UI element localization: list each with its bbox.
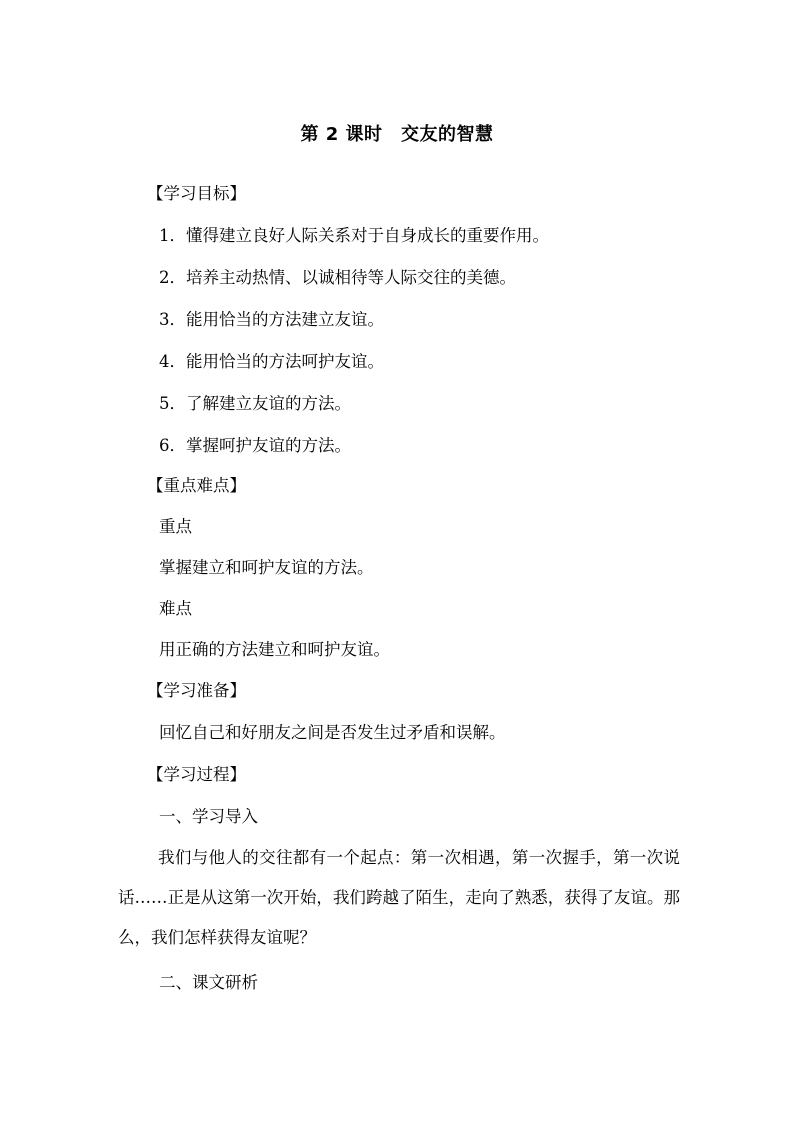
objective-item-1: 1．懂得建立良好人际关系对于自身成长的重要作用。 [159, 226, 549, 245]
difficult-point-text: 用正确的方法建立和呵护友谊。 [159, 640, 390, 659]
key-point-text: 掌握建立和呵护友谊的方法。 [159, 558, 374, 577]
section-1-title: 一、学习导入 [159, 807, 258, 826]
process-heading: 【学习过程】 [147, 765, 246, 784]
key-point-label: 重点 [159, 517, 192, 536]
objectives-heading: 【学习目标】 [147, 184, 246, 203]
lesson-title: 第 2 课时 交友的智慧 [300, 124, 494, 145]
objective-item-6: 6．掌握呵护友谊的方法。 [159, 436, 351, 455]
objective-item-3: 3．能用恰当的方法建立友谊。 [159, 310, 384, 329]
objective-item-2: 2．培养主动热情、以诚相待等人际交往的美德。 [159, 268, 516, 287]
section-1-paragraph: 我们与他人的交往都有一个起点：第一次相遇，第一次握手，第一次说话……正是从这第一次开始，我们跨越了陌生，走向了熟悉，获得了友谊。那么，我们怎样获得友谊呢？ [118, 848, 680, 947]
key-points-heading: 【重点难点】 [147, 476, 246, 495]
preparation-text: 回忆自己和好朋友之间是否发生过矛盾和误解。 [159, 723, 506, 742]
difficult-point-label: 难点 [159, 599, 192, 618]
section-2-title: 二、课文研析 [159, 973, 258, 992]
objective-item-4: 4．能用恰当的方法呵护友谊。 [159, 352, 384, 371]
objective-item-5: 5．了解建立友谊的方法。 [159, 394, 351, 413]
preparation-heading: 【学习准备】 [147, 681, 246, 700]
